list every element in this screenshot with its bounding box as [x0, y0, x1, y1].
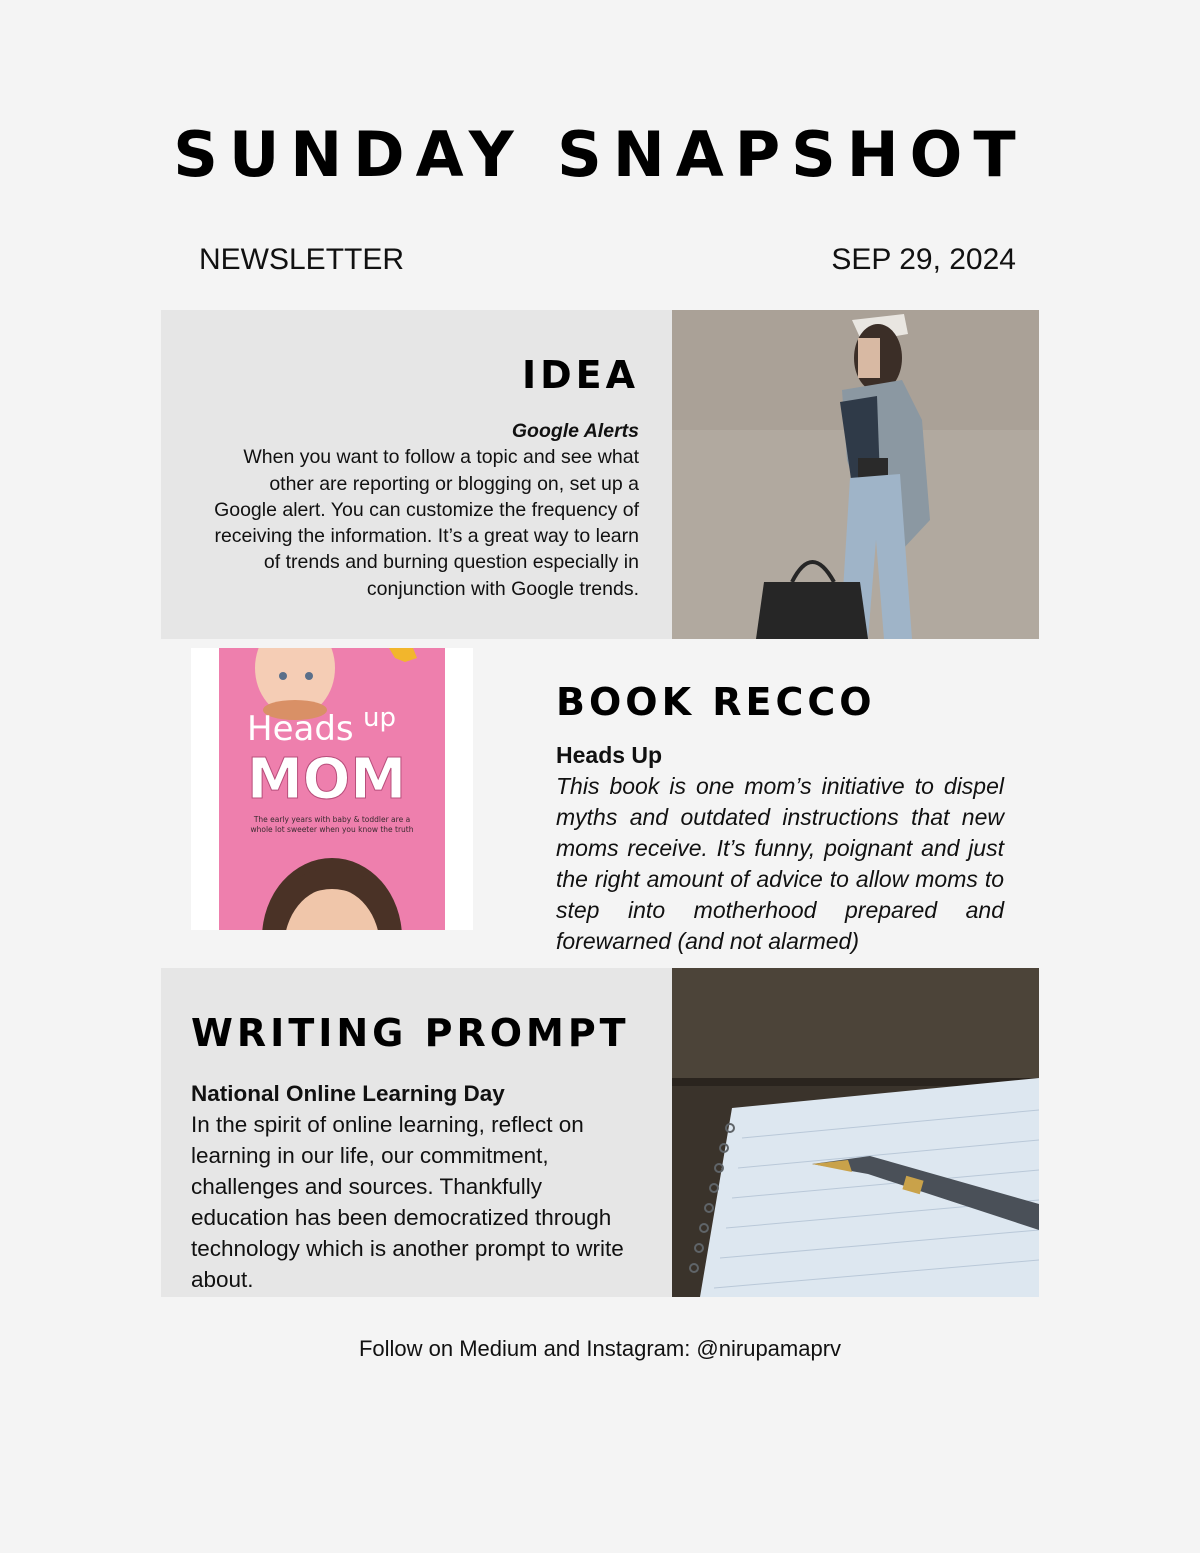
book-cover-title-heads: Heads [247, 709, 354, 749]
prompt-subtitle: National Online Learning Day [191, 1081, 505, 1106]
idea-content [209, 418, 639, 602]
book-subtitle: Heads Up [556, 742, 663, 768]
newsletter-date: SEP 29, 2024 [831, 243, 1016, 276]
idea-section [161, 310, 672, 639]
book-cover-tagline-2: whole lot sweeter when you know the truth [250, 825, 414, 834]
book-heading: BOOK RECCO [556, 680, 876, 724]
writing-prompt-section [161, 968, 672, 1297]
prompt-content [191, 1078, 641, 1295]
book-cover-tagline-1: The early years with baby & toddler are a [253, 815, 411, 824]
book-body-text: This book is one mom’s initiative to dispel myths and outdated instructions that new moms receive. It’s funny, poignant and just the right amount of advice to allow moms to step into motherhood prepared and forewarned (and not alarmed) [556, 773, 1004, 954]
prompt-heading: WRITING PROMPT [191, 1011, 630, 1055]
idea-body-text: When you want to follow a topic and see what other are reporting or blogging on, set up a Google alert. You can customize the frequency of receiving the information. It’s a great way to learn of trends and burning question especially in conjunction with Google trends. [214, 446, 639, 600]
notebook-pen-photo [672, 968, 1039, 1297]
newsletter-label: NEWSLETTER [199, 243, 405, 276]
book-content [556, 740, 1004, 957]
book-cover-title-mom: MOM [247, 747, 407, 812]
footer-follow-text: Follow on Medium and Instagram: @nirupamaprv [358, 1336, 842, 1361]
idea-heading: IDEA [521, 353, 639, 397]
book-cover-image [191, 648, 473, 930]
fashion-photo [672, 310, 1039, 639]
idea-subtitle: Google Alerts [511, 420, 639, 442]
book-cover-title-up: up [363, 703, 396, 733]
newsletter-title: SUNDAY SNAPSHOT [173, 118, 1027, 191]
prompt-body-text: In the spirit of online learning, reflect on learning in our life, our commitment, challenges and sources. Thankfully education has been democratized through technology which is another prompt to write about. [191, 1112, 624, 1292]
